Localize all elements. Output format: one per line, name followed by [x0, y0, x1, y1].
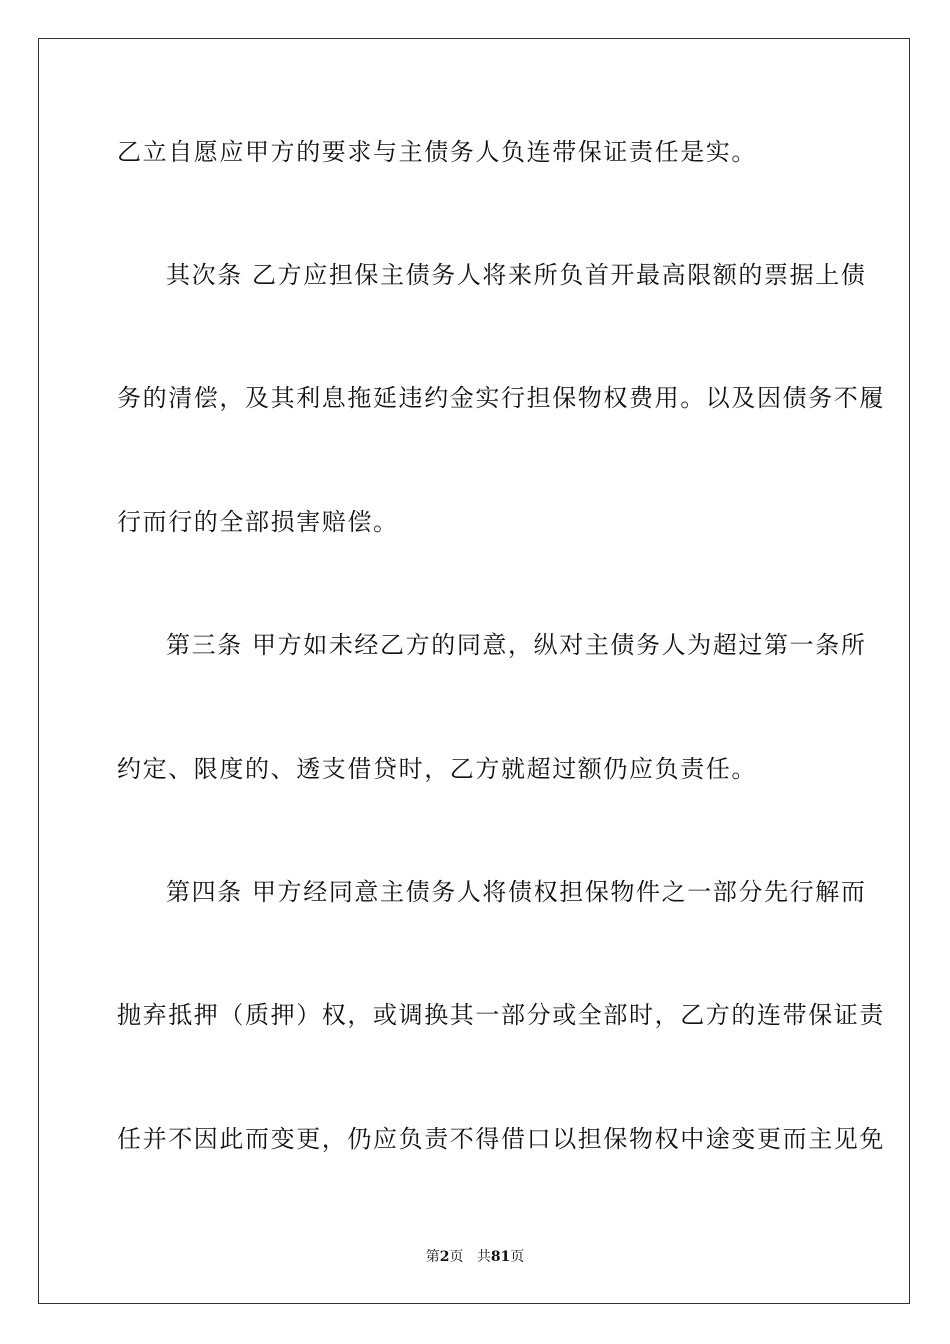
- total-suffix: 页: [510, 1249, 525, 1265]
- page-footer: [0, 1248, 950, 1266]
- paragraph-line-1: 乙立自愿应甲方的要求与主债务人负连带保证责任是实。: [117, 138, 757, 166]
- page-suffix: 页: [449, 1249, 464, 1265]
- paragraph-line-7: 第四条 甲方经同意主债务人将债权担保物件之一部分先行解而: [166, 878, 867, 906]
- paragraph-line-9: 任并不因此而变更，仍应负责不得借口以担保物权中途变更而主见免: [117, 1125, 885, 1153]
- paragraph-line-5: 第三条 甲方如未经乙方的同意，纵对主债务人为超过第一条所: [166, 631, 867, 659]
- paragraph-line-8: 抛弃抵押（质押）权，或调换其一部分或全部时，乙方的连带保证责: [117, 1001, 885, 1029]
- paragraph-line-4: 行而行的全部损害赔偿。: [117, 508, 399, 536]
- total-pages: 81: [490, 1249, 511, 1265]
- paragraph-line-6: 约定、限度的、透支借贷时，乙方就超过额仍应负责任。: [117, 755, 757, 783]
- paragraph-line-2: 其次条 乙方应担保主债务人将来所负首开最高限额的票据上债: [166, 261, 867, 289]
- total-prefix: 共: [476, 1249, 491, 1265]
- page-border: [38, 38, 910, 1304]
- page-prefix: 第: [425, 1249, 440, 1265]
- paragraph-line-3: 务的清偿，及其利息拖延违约金实行担保物权费用。以及因债务不履: [117, 384, 885, 412]
- page-number: 2: [439, 1249, 450, 1265]
